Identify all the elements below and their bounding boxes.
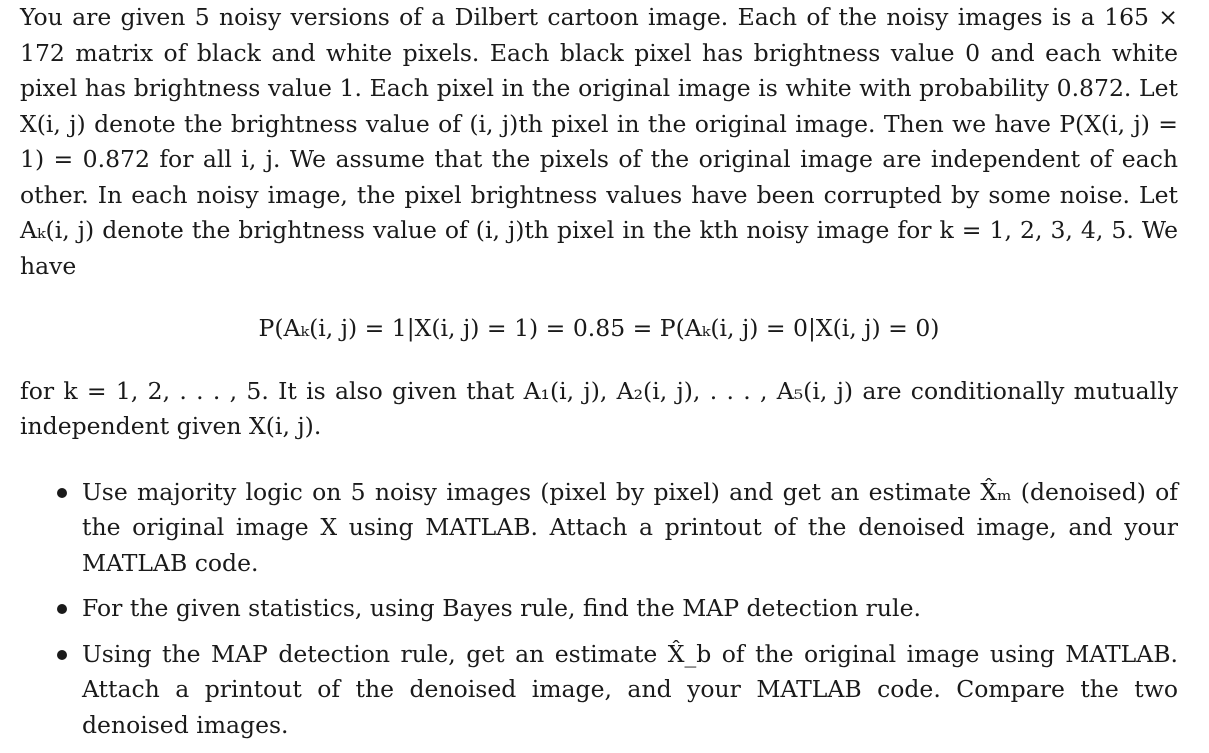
bullet-icon — [57, 650, 67, 660]
intro-paragraph: You are given 5 noisy versions of a Dilbert cartoon image. Each of the noisy images is a 165 × 172 matrix of black and white pixels. Each black pixel has brightness value 0 and each white pixel has brightness value 1. Each pixel in the original image is white with probability 0.872. Let X(i, j) denote the brightness value of (i, j)th pixel in the original image. Then we have P(X(i, j) = 1) = 0.872 for all i, j. We assume that the pixels of the original image are independent of each other. In each noisy image, the pixel brightness values have been corrupted by some noise. Let Aₖ(i, j) denote the brightness value of (i, j)th pixel in the kth noisy image for k = 1, 2, 3, 4, 5. We have — [20, 3, 1178, 280]
task-item-map-rule — [20, 591, 1178, 627]
noise-model-equation: P(Aₖ(i, j) = 1|X(i, j) = 1) = 0.85 = P(Aₖ(i, j) = 0|X(i, j) = 0) — [258, 314, 940, 342]
task-item-majority-logic — [20, 475, 1178, 582]
independence-paragraph: for k = 1, 2, . . . , 5. It is also given that A₁(i, j), A₂(i, j), . . . , A₅(i, j) are conditionally mutually independent given X(i, j). — [20, 376, 1178, 440]
bullet-icon — [57, 488, 67, 498]
bullet-icon — [57, 604, 67, 614]
task-list — [20, 475, 1178, 744]
task-text: Use majority logic on 5 noisy images (pixel by pixel) and get an estimate X̂ₘ (denoised) of the original image X using MATLAB. Attach a printout of the denoised image, and your MATLAB code. — [82, 477, 1178, 577]
problem-statement — [20, 0, 1178, 753]
task-text: Using the MAP detection rule, get an estimate X̂_b of the original image using MATLAB. Attach a printout of the denoised image, and your MATLAB code. Compare the two denoised images. — [82, 639, 1178, 739]
task-text: For the given statistics, using Bayes rule, find the MAP detection rule. — [82, 594, 921, 622]
task-item-map-estimate — [20, 637, 1178, 744]
